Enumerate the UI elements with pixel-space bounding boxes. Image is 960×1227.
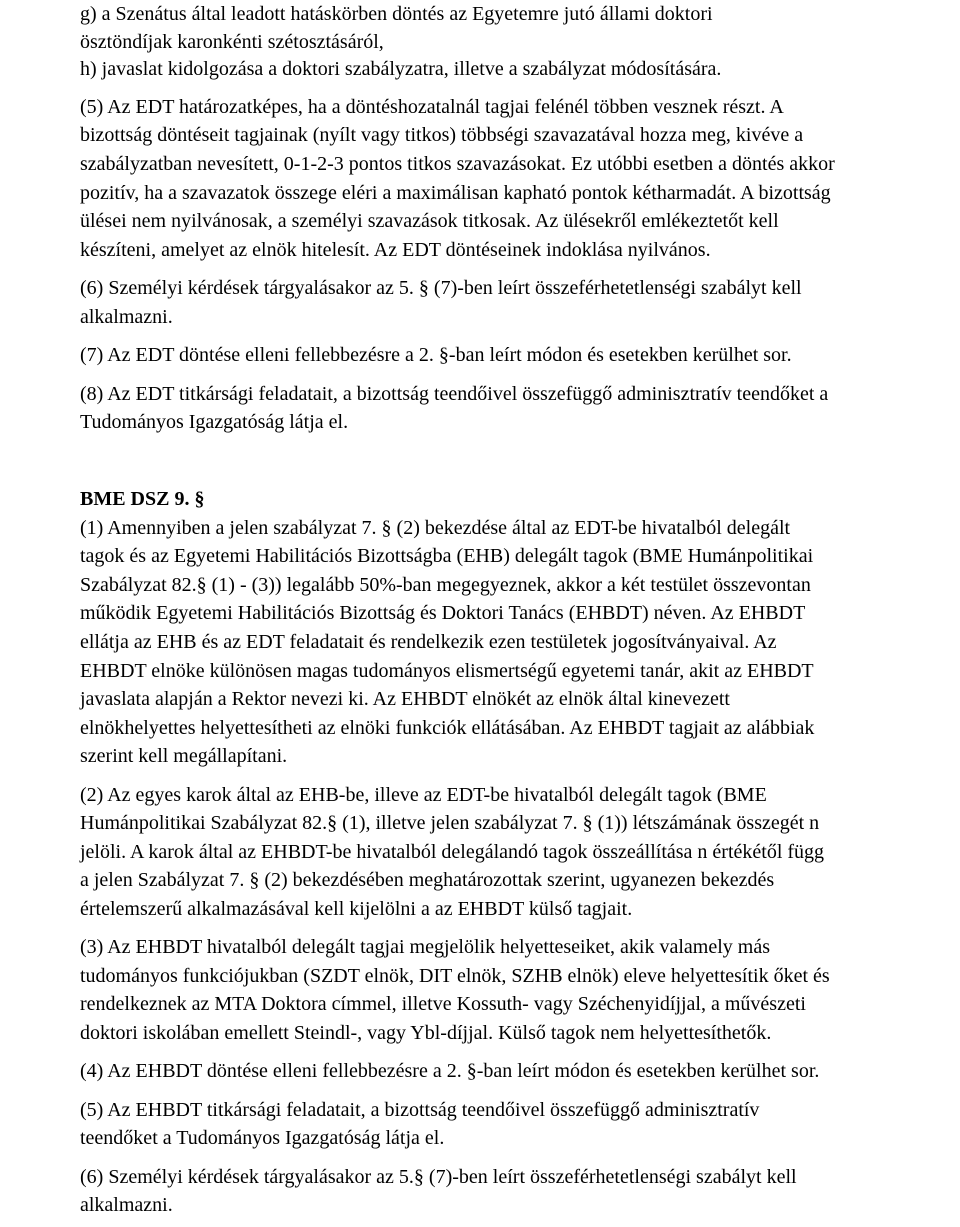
text-line: tagok és az Egyetemi Habilitációs Bizottságba (EHB) delegált tagok (BME Humánpolitikai xyxy=(80,545,814,567)
text-line: Tudományos Igazgatóság látja el. xyxy=(80,411,349,433)
text-line: Szabályzat 82.§ (1) - (3)) legalább 50%-ban megegyeznek, akkor a két testület összevontan xyxy=(80,574,811,596)
text-line: teendőket a Tudományos Igazgatóság látja el. xyxy=(80,1127,445,1149)
text-line: ösztöndíjak karonkénti szétosztásáról, xyxy=(80,31,384,53)
text-line: a jelen Szabályzat 7. § (2) bekezdésében meghatározottak szerint, ugyanezen bekezdés xyxy=(80,869,775,891)
text-line: h) javaslat kidolgozása a doktori szabályzatra, illetve a szabályzat módosítására. xyxy=(80,58,722,80)
text-line: elnökhelyettes helyettesítheti az elnöki funkciók ellátásában. Az EHBDT tagjait az alábbiak xyxy=(80,717,815,739)
text-line: szerint kell megállapítani. xyxy=(80,745,288,767)
text-line: (8) Az EDT titkársági feladatait, a bizottság teendőivel összefüggő adminisztratív teendőket a xyxy=(80,383,829,405)
text-line: EHBDT elnöke különösen magas tudományos elismertségű egyetemi tanár, akit az EHBDT xyxy=(80,660,814,682)
text-line: (6) Személyi kérdések tárgyalásakor az 5.§ (7)-ben leírt összeférhetetlenségi szabályt kell xyxy=(80,1166,797,1188)
text-line: g) a Szenátus által leadott hatáskörben döntés az Egyetemre jutó állami doktori xyxy=(80,3,713,25)
text-line: pozitív, ha a szavazatok összege eléri a maximálisan kapható pontok kétharmadát. A bizottság xyxy=(80,182,831,204)
text-line: tudományos funkciójukban (SZDT elnök, DIT elnök, SZHB elnök) eleve helyettesítik őket és xyxy=(80,965,830,987)
text-line: ülései nem nyilvánosak, a személyi szavazások titkosak. Az ülésekről emlékeztetőt kell xyxy=(80,210,779,232)
text-line: bizottság döntéseit tagjainak (nyílt vagy titkos) többségi szavazatával hozza meg, kivéve a xyxy=(80,124,804,146)
text-line: (5) Az EDT határozatképes, ha a döntéshozatalnál tagjai felénél többen vesznek részt. A xyxy=(80,96,784,118)
text-line: (6) Személyi kérdések tárgyalásakor az 5. § (7)-ben leírt összeférhetetlenségi szabályt kell xyxy=(80,277,802,299)
text-line: értelemszerű alkalmazásával kell kijelölni a az EHBDT külső tagjait. xyxy=(80,898,633,920)
text-line: készíteni, amelyet az elnök hitelesít. Az EDT döntéseinek indoklása nyilvános. xyxy=(80,239,711,261)
text-line: jelöli. A karok által az EHBDT-be hivatalból delegálandó tagok összeállítása n értékétől függ xyxy=(80,841,825,863)
text-line: Humánpolitikai Szabályzat 82.§ (1), illetve jelen szabályzat 7. § (1)) létszámának összegét n xyxy=(80,812,820,834)
text-line: alkalmazni. xyxy=(80,1194,173,1216)
text-line: ellátja az EHB és az EDT feladatait és rendelkezik ezen testületek jogosítványaival. Az xyxy=(80,631,777,653)
text-line: (3) Az EHBDT hivatalból delegált tagjai megjelölik helyetteseiket, akik valamely más xyxy=(80,936,770,958)
text-line: (1) Amennyiben a jelen szabályzat 7. § (2) bekezdése által az EDT-be hivatalból delegált xyxy=(80,517,791,539)
text-line: működik Egyetemi Habilitációs Bizottság és Doktori Tanács (EHBDT) néven. Az EHBDT xyxy=(80,602,806,624)
text-line: (4) Az EHBDT döntése elleni fellebbezésre a 2. §-ban leírt módon és esetekben kerülhet sor. xyxy=(80,1060,820,1082)
text-line: rendelkeznek az MTA Doktora címmel, illetve Kossuth- vagy Széchenyidíjjal, a művészeti xyxy=(80,993,806,1015)
text-line: (7) Az EDT döntése elleni fellebbezésre a 2. §-ban leírt módon és esetekben kerülhet sor. xyxy=(80,344,792,366)
text-line: (5) Az EHBDT titkársági feladatait, a bizottság teendőivel összefüggő adminisztratív xyxy=(80,1099,760,1121)
text-line: doktori iskolában emellett Steindl-, vagy Ybl-díjjal. Külső tagok nem helyettesíthetők. xyxy=(80,1022,772,1044)
text-line: (2) Az egyes karok által az EHB-be, illeve az EDT-be hivatalból delegált tagok (BME xyxy=(80,784,767,806)
text-line: szabályzatban nevesített, 0-1-2-3 pontos titkos szavazásokat. Ez utóbbi esetben a döntés akkor xyxy=(80,153,835,175)
section-heading: BME DSZ 9. § xyxy=(80,488,205,510)
text-line: alkalmazni. xyxy=(80,306,173,328)
text-line: javaslata alapján a Rektor nevezi ki. Az EHBDT elnökét az elnök által kinevezett xyxy=(80,688,730,710)
